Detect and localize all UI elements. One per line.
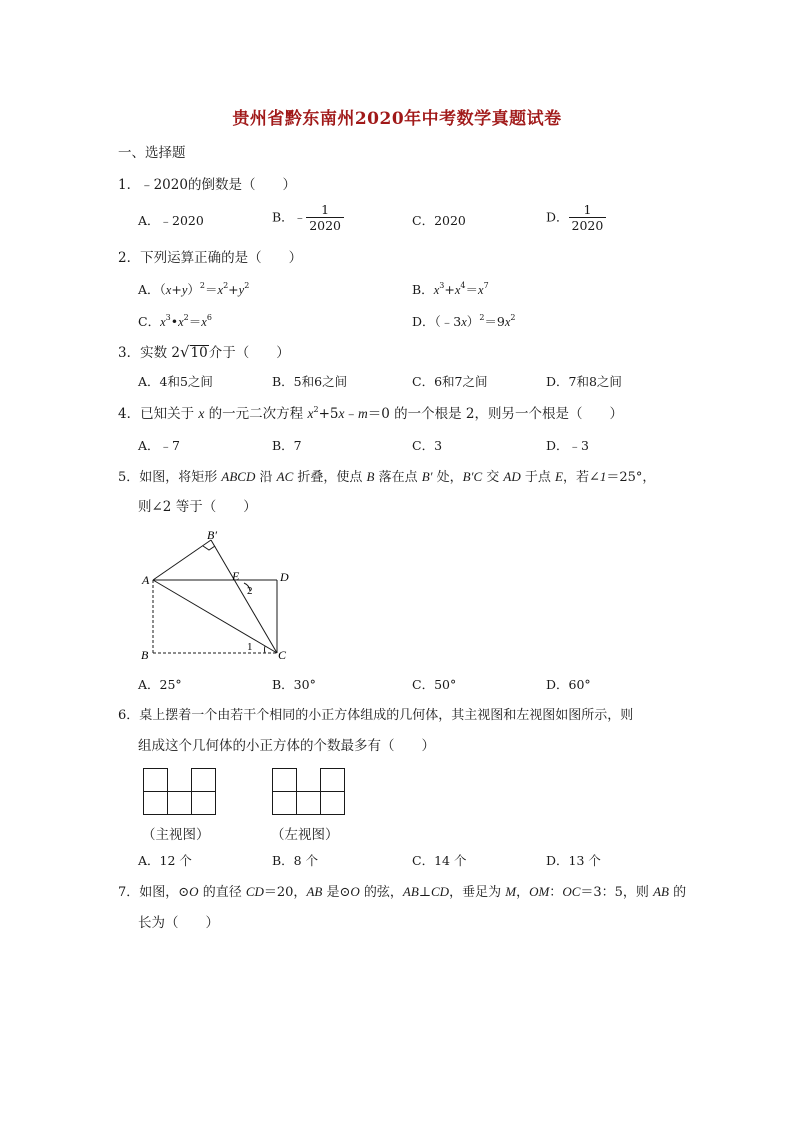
q5-option-c: C．50°	[412, 677, 457, 692]
question-4-stem: 4．已知关于 x 的一元二次方程 $x^2+5x﹣m=0$ 的一个根是 2，则另一个根是（ ）	[118, 405, 623, 422]
angle-1-arc	[264, 646, 265, 653]
question-3-stem: 3．实数 2√10介于（ ）	[118, 343, 290, 361]
q1-d-numerator: 1	[583, 202, 592, 217]
q2-option-c: C．$x^3•x^2=x^6$	[138, 313, 212, 329]
segment-ABprime	[153, 540, 211, 580]
question-7-stem-line2: 长为（ ）	[138, 915, 219, 931]
q4-option-d: D．﹣3	[546, 438, 589, 453]
segment-AC	[153, 580, 277, 653]
label-angle-1: 1	[247, 641, 253, 653]
right-angle-mark	[203, 546, 215, 550]
question-5-stem-line2: 则∠2 等于（ ）	[138, 499, 257, 515]
section-heading: 一、选择题	[118, 145, 186, 161]
q6-front-view-figure	[142, 767, 220, 817]
q6-option-a: A．12 个	[138, 853, 192, 868]
label-B: B	[141, 648, 149, 662]
q5-option-b: B．30°	[272, 677, 316, 692]
question-5-stem-line1: 5．如图，将矩形 ABCD 沿 AC 折叠，使点 B 落在点 B′ 处，B′C 交 AD 于点 E，若∠1＝25°，	[118, 469, 656, 485]
segment-BprimeC	[211, 540, 277, 653]
q3-option-a: A．4和5之间	[138, 374, 213, 389]
page-title: 贵州省黔东南州2020年中考数学真题试卷	[232, 109, 562, 129]
q6-option-d: D．13 个	[546, 853, 601, 868]
q6-left-view-figure	[271, 767, 349, 817]
q5-geometry-figure	[136, 525, 296, 667]
q1-option-b	[272, 202, 344, 233]
q2-option-b: B．$x^3+x^4=x^7$	[412, 281, 489, 297]
q4-option-c: C．3	[412, 438, 443, 453]
question-6-stem-line1: 6．桌上摆着一个由若干个相同的小正方体组成的几何体，其主视图和左视图如图所示，则	[118, 708, 634, 723]
q1-option-a: A．﹣2020	[138, 213, 204, 228]
q1-b-numerator: 1	[321, 202, 330, 217]
question-7-stem-line1: 7．如图，⊙O 的直径 CD＝20，AB 是⊙O 的弦，AB⊥CD，垂足为 M，OM：OC＝3：5，则 AB 的	[118, 884, 687, 900]
q1-option-c: C．2020	[412, 213, 466, 228]
q3-option-c: C．6和7之间	[412, 374, 488, 389]
q5-option-a: A．25°	[138, 677, 182, 692]
q3-radicand: 10	[190, 345, 208, 361]
q1-b-prefix: B．﹣	[272, 209, 307, 225]
q1-d-prefix: D．	[546, 209, 569, 225]
q6-option-b: B．8 个	[272, 853, 319, 868]
q6-front-view-caption: （主视图）	[142, 827, 210, 843]
q6-left-view-caption: （左视图）	[271, 827, 339, 843]
label-D: D	[280, 570, 289, 584]
label-E: E	[232, 569, 240, 583]
label-A: A	[142, 573, 150, 587]
q2-option-d: D．$(﹣3x)^2=9x^2$	[412, 313, 516, 329]
q4-option-b: B．7	[272, 438, 302, 453]
q4-option-a: A．﹣7	[138, 438, 180, 453]
question-1-stem: 1．﹣2020的倒数是（ ）	[118, 177, 296, 193]
label-C: C	[278, 648, 287, 662]
label-angle-2: 2	[247, 585, 253, 597]
q3-option-b: B．5和6之间	[272, 374, 348, 389]
label-Bprime: B′	[207, 528, 217, 542]
q1-b-denominator: 2020	[306, 217, 344, 233]
q1-d-fraction	[569, 202, 607, 233]
q1-d-denominator: 2020	[569, 217, 607, 233]
q5-option-d: D．60°	[546, 677, 591, 692]
question-6-stem-line2: 组成这个几何体的小正方体的个数最多有（ ）	[138, 738, 435, 754]
q6-option-c: C．14 个	[412, 853, 467, 868]
q1-option-d	[546, 202, 606, 233]
question-2-stem: 2．下列运算正确的是（ ）	[118, 250, 303, 266]
q3-option-d: D．7和8之间	[546, 374, 622, 389]
q2-option-a: A．$(x+y)^2=x^2+y^2$	[138, 281, 250, 297]
q1-b-fraction	[306, 202, 344, 233]
